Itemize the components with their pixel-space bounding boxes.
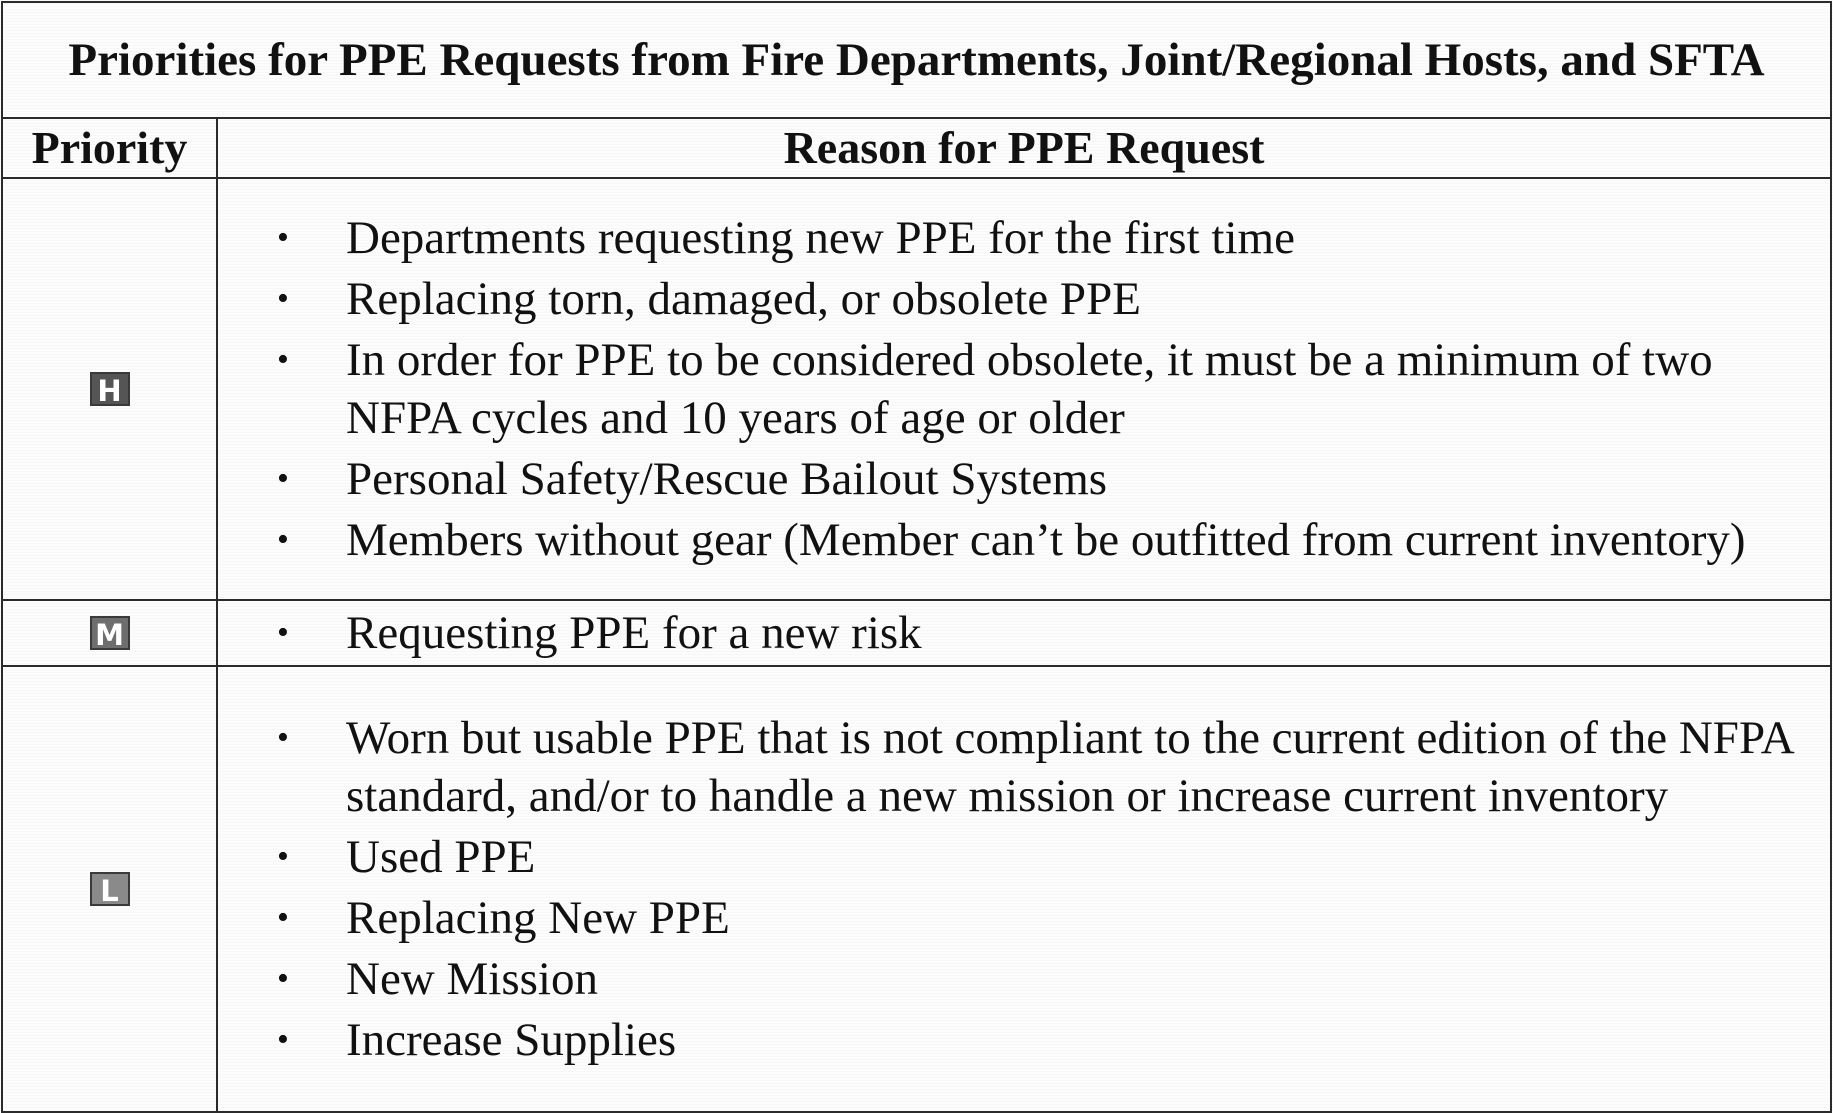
reason-column-header: Reason for PPE Request (217, 118, 1831, 178)
bullet-icon: • (277, 460, 289, 497)
list-item (218, 450, 1810, 508)
bullet-icon: • (277, 899, 289, 936)
list-item (218, 709, 1810, 825)
list-item (218, 270, 1810, 328)
list-item (218, 828, 1810, 886)
reason-cell-high (217, 178, 1831, 600)
table-title-row (2, 2, 1831, 118)
reason-list-low (218, 709, 1830, 1069)
reason-text: New Mission (346, 953, 598, 1005)
list-item (218, 889, 1810, 947)
list-item (218, 1011, 1810, 1069)
list-item (218, 950, 1810, 1008)
reason-text: Replacing torn, damaged, or obsolete PPE (346, 273, 1141, 325)
table-title: Priorities for PPE Requests from Fire Departments, Joint/Regional Hosts, and SFTA (2, 2, 1831, 118)
list-item (218, 331, 1810, 447)
reason-text: Departments requesting new PPE for the first time (346, 212, 1295, 264)
list-item (218, 511, 1810, 569)
reason-text: Used PPE (346, 831, 536, 883)
priority-column-header: Priority (2, 118, 217, 178)
table-row-low (2, 666, 1831, 1112)
reason-cell-low (217, 666, 1831, 1112)
reason-text: Increase Supplies (346, 1014, 677, 1066)
priority-badge-low: L (90, 872, 130, 906)
reason-text: Requesting PPE for a new risk (346, 607, 922, 659)
reason-list-medium (218, 604, 1830, 662)
bullet-icon: • (277, 280, 289, 317)
list-item (218, 209, 1810, 267)
table-row-medium (2, 600, 1831, 666)
table-row-high (2, 178, 1831, 600)
reason-text: Replacing New PPE (346, 892, 730, 944)
ppe-priorities-table (1, 1, 1832, 1113)
bullet-icon: • (277, 614, 289, 651)
bullet-icon: • (277, 1021, 289, 1058)
reason-text: In order for PPE to be considered obsolete, it must be a minimum of two NFPA cycles and 10 years of age or older (346, 334, 1713, 444)
priority-cell-low (2, 666, 217, 1112)
reason-text: Personal Safety/Rescue Bailout Systems (346, 453, 1108, 505)
list-item (218, 604, 1810, 662)
reason-text: Members without gear (Member can’t be outfitted from current inventory) (346, 514, 1746, 566)
bullet-icon: • (277, 960, 289, 997)
priority-cell-medium (2, 600, 217, 666)
reason-cell-medium (217, 600, 1831, 666)
bullet-icon: • (277, 521, 289, 558)
table-header-row (2, 118, 1831, 178)
priority-badge-medium: M (90, 616, 130, 650)
reason-text: Worn but usable PPE that is not compliant to the current edition of the NFPA standard, and/or to handle a new mission or increase current inventory (346, 712, 1793, 822)
bullet-icon: • (277, 719, 289, 756)
bullet-icon: • (277, 838, 289, 875)
priority-cell-high (2, 178, 217, 600)
reason-list-high (218, 209, 1830, 569)
bullet-icon: • (277, 219, 289, 256)
priority-badge-high: H (90, 372, 130, 406)
bullet-icon: • (277, 341, 289, 378)
